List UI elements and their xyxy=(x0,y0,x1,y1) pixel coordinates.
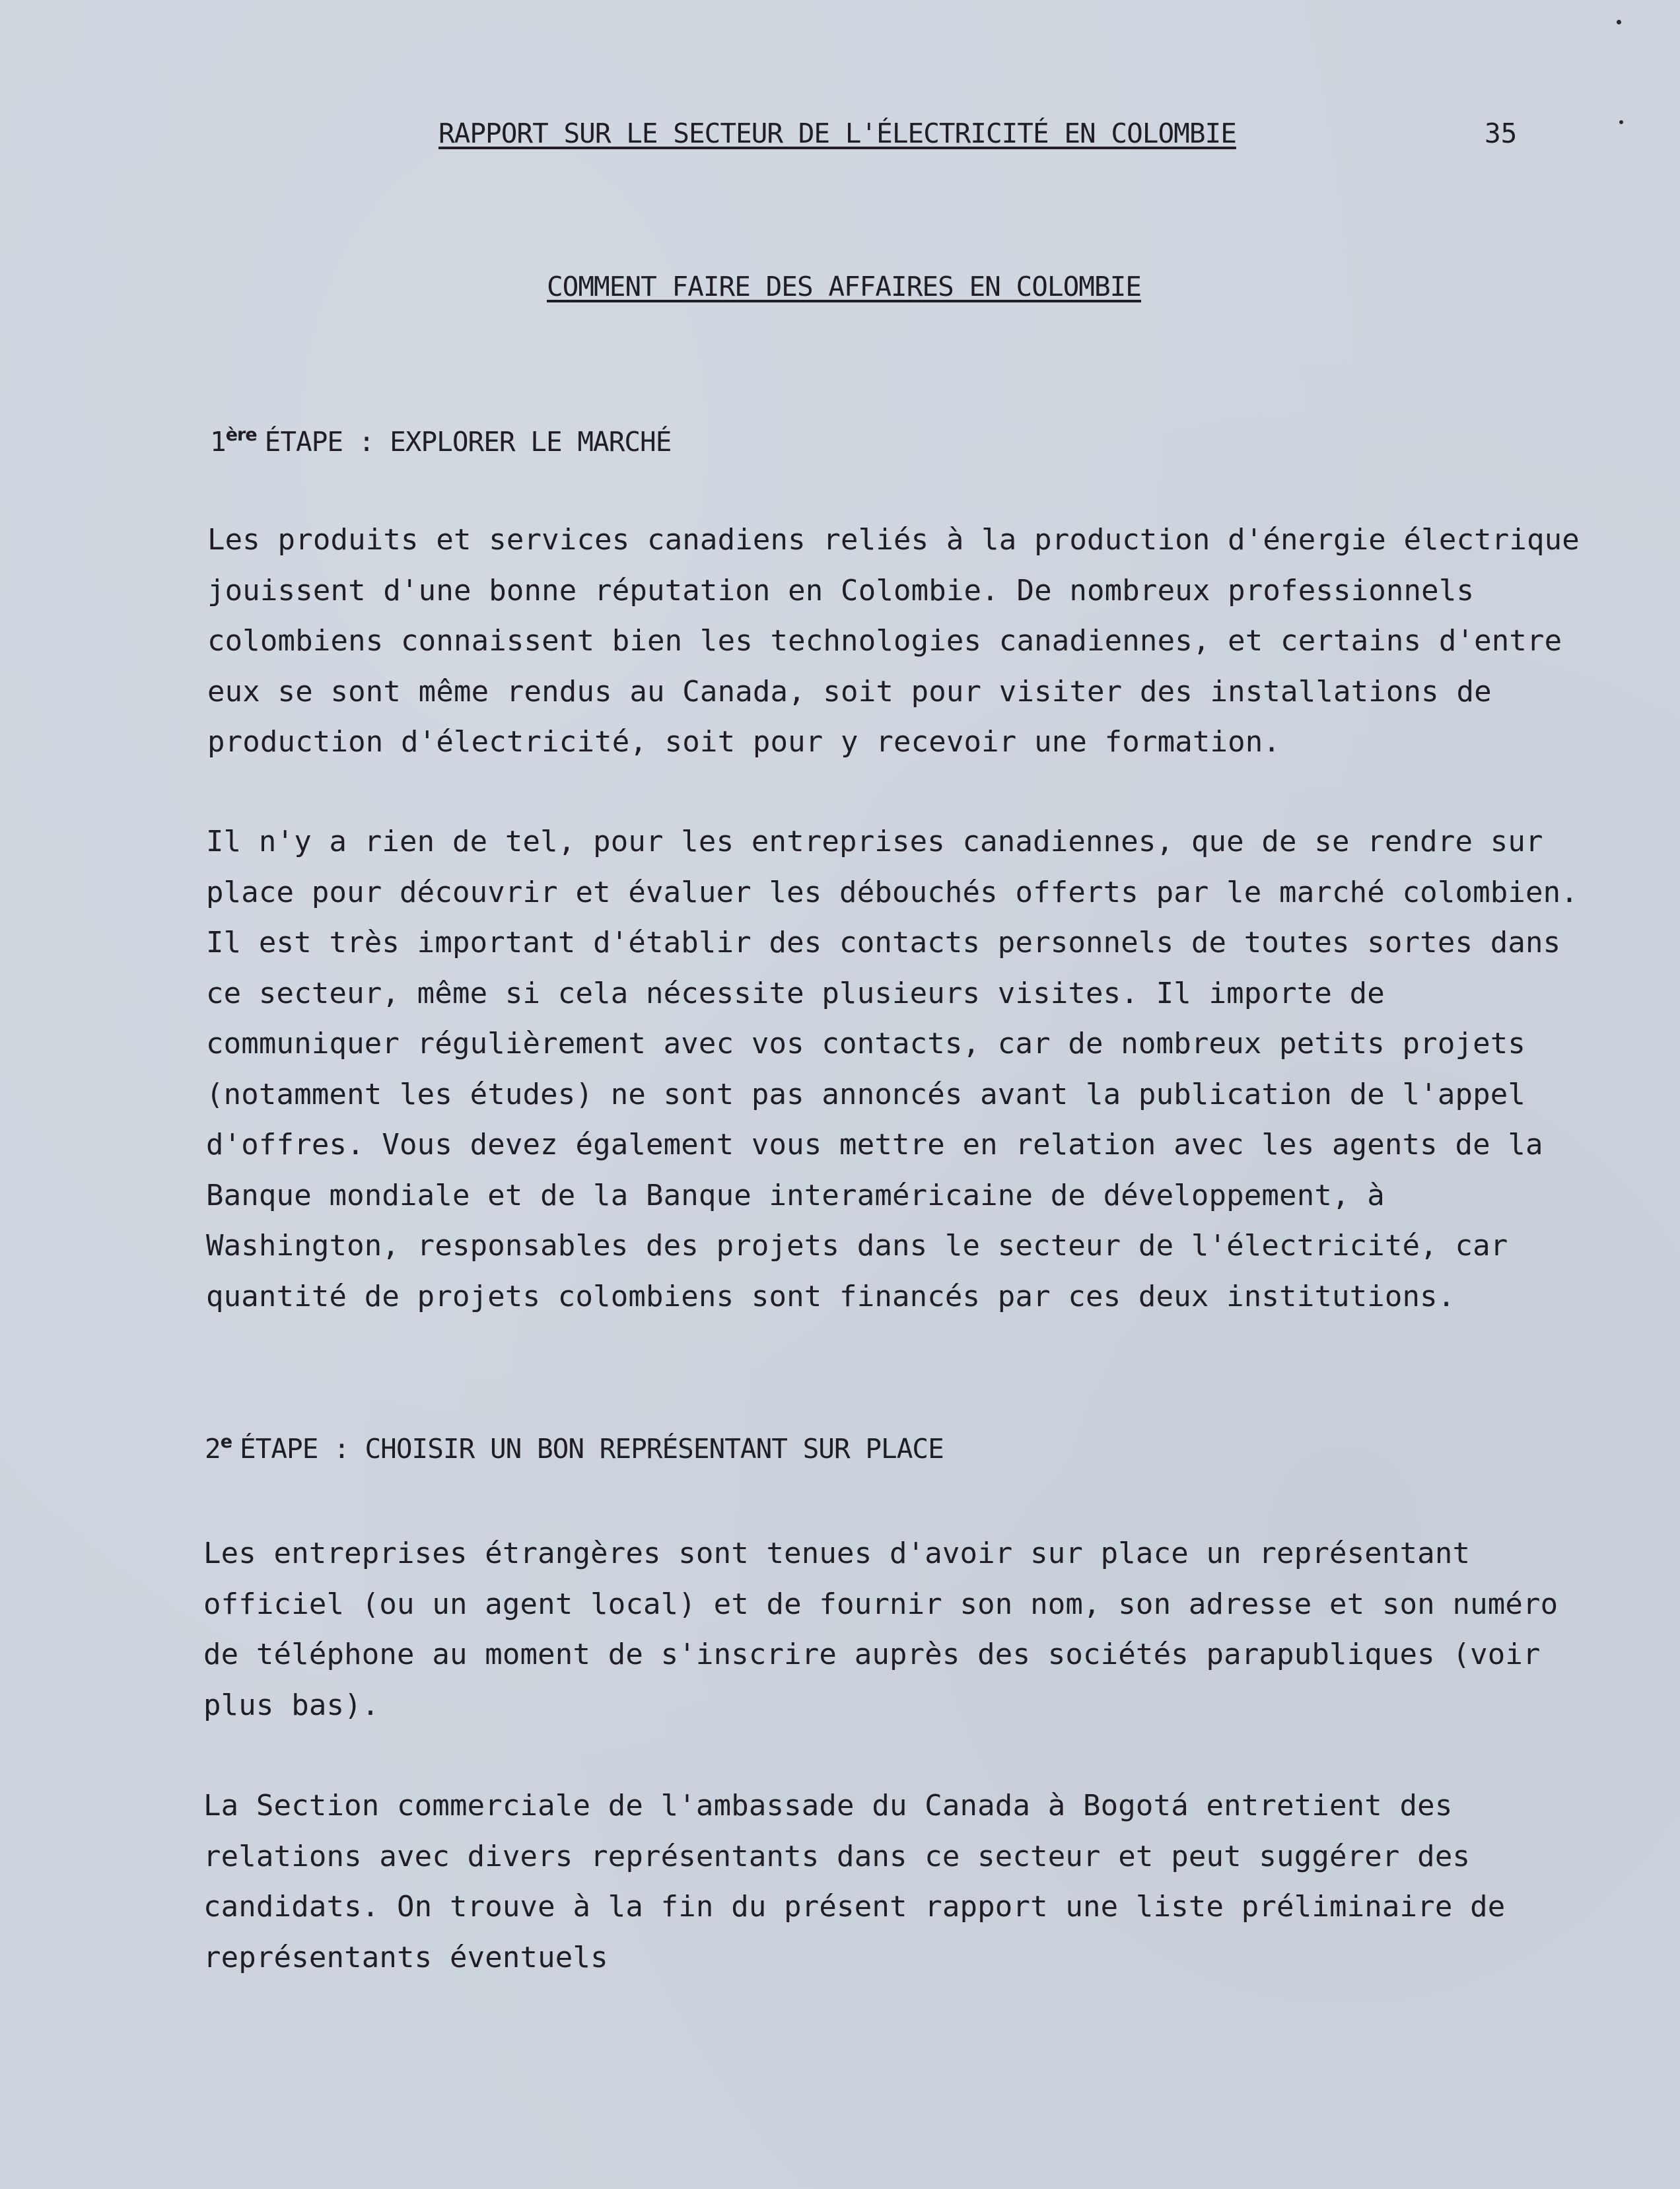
paragraph-line: ce secteur, même si cela nécessite plusieurs visites. Il importe de xyxy=(206,976,1385,1010)
step-number: 1 xyxy=(210,426,226,458)
paragraph-line: Les produits et services canadiens reliés à la production d'énergie électrique xyxy=(207,523,1580,557)
step-2-paragraph-1 xyxy=(203,1529,1558,1731)
paragraph-line: jouissent d'une bonne réputation en Colombie. De nombreux professionnels xyxy=(207,573,1475,608)
ordinal-suffix: e xyxy=(220,1432,232,1452)
scan-speck xyxy=(1617,20,1621,24)
paragraph-line: Washington, responsables des projets dans le secteur de l'électricité, car xyxy=(206,1229,1508,1263)
step-2-heading xyxy=(205,1433,944,1465)
paragraph-line: eux se sont même rendus au Canada, soit pour visiter des installations de xyxy=(207,674,1492,709)
paragraph-line: communiquer régulièrement avec vos contacts, car de nombreux petits projets xyxy=(206,1027,1526,1060)
step-title: ÉTAPE : CHOISIR UN BON REPRÉSENTANT SUR PLACE xyxy=(240,1433,944,1465)
step-2-paragraph-2 xyxy=(203,1781,1505,1983)
step-1-heading xyxy=(210,426,671,458)
step-1-paragraph-2 xyxy=(206,817,1578,1322)
paragraph-line: de téléphone au moment de s'inscrire auprès des sociétés parapubliques (voir xyxy=(203,1638,1541,1671)
step-number: 2 xyxy=(205,1433,221,1465)
paragraph-line: officiel (ou un agent local) et de fournir son nom, son adresse et son numéro xyxy=(203,1587,1558,1621)
paragraph-line: colombiens connaissent bien les technologies canadiennes, et certains d'entre xyxy=(207,624,1562,658)
step-1-paragraph-1 xyxy=(207,515,1580,768)
paragraph-line: plus bas). xyxy=(203,1688,380,1722)
paragraph-line: La Section commerciale de l'ambassade du Canada à Bogotá entretient des xyxy=(203,1789,1453,1823)
running-title: RAPPORT SUR LE SECTEUR DE L'ÉLECTRICITÉ EN COLOMBIE xyxy=(438,118,1236,149)
section-title: COMMENT FAIRE DES AFFAIRES EN COLOMBIE xyxy=(547,271,1141,302)
paragraph-line: représentants éventuels xyxy=(203,1940,608,1974)
ordinal-suffix: ère xyxy=(225,425,257,445)
paragraph-line: (notamment les études) ne sont pas annoncés avant la publication de l'appel xyxy=(206,1077,1526,1111)
paragraph-line: candidats. On trouve à la fin du présent rapport une liste préliminaire de xyxy=(203,1890,1506,1924)
paragraph-line: quantité de projets colombiens sont financés par ces deux institutions. xyxy=(206,1279,1455,1313)
paragraph-line: production d'électricité, soit pour y recevoir une formation. xyxy=(207,725,1281,759)
page-number: 35 xyxy=(1485,118,1518,149)
paragraph-line: Il n'y a rien de tel, pour les entreprises canadiennes, que de se rendre sur xyxy=(206,825,1543,858)
paragraph-line: Les entreprises étrangères sont tenues d'avoir sur place un représentant xyxy=(203,1537,1471,1570)
paragraph-line: d'offres. Vous devez également vous mettre en relation avec les agents de la xyxy=(206,1128,1543,1162)
paragraph-line: relations avec divers représentants dans ce secteur et peut suggérer des xyxy=(203,1839,1471,1873)
scan-speck xyxy=(1619,120,1623,124)
paragraph-line: place pour découvrir et évaluer les débouchés offerts par le marché colombien. xyxy=(206,875,1578,909)
step-title: ÉTAPE : EXPLORER LE MARCHÉ xyxy=(264,426,672,458)
paragraph-line: Banque mondiale et de la Banque interaméricaine de développement, à xyxy=(206,1178,1385,1212)
paragraph-line: Il est très important d'établir des contacts personnels de toutes sortes dans xyxy=(206,926,1561,959)
